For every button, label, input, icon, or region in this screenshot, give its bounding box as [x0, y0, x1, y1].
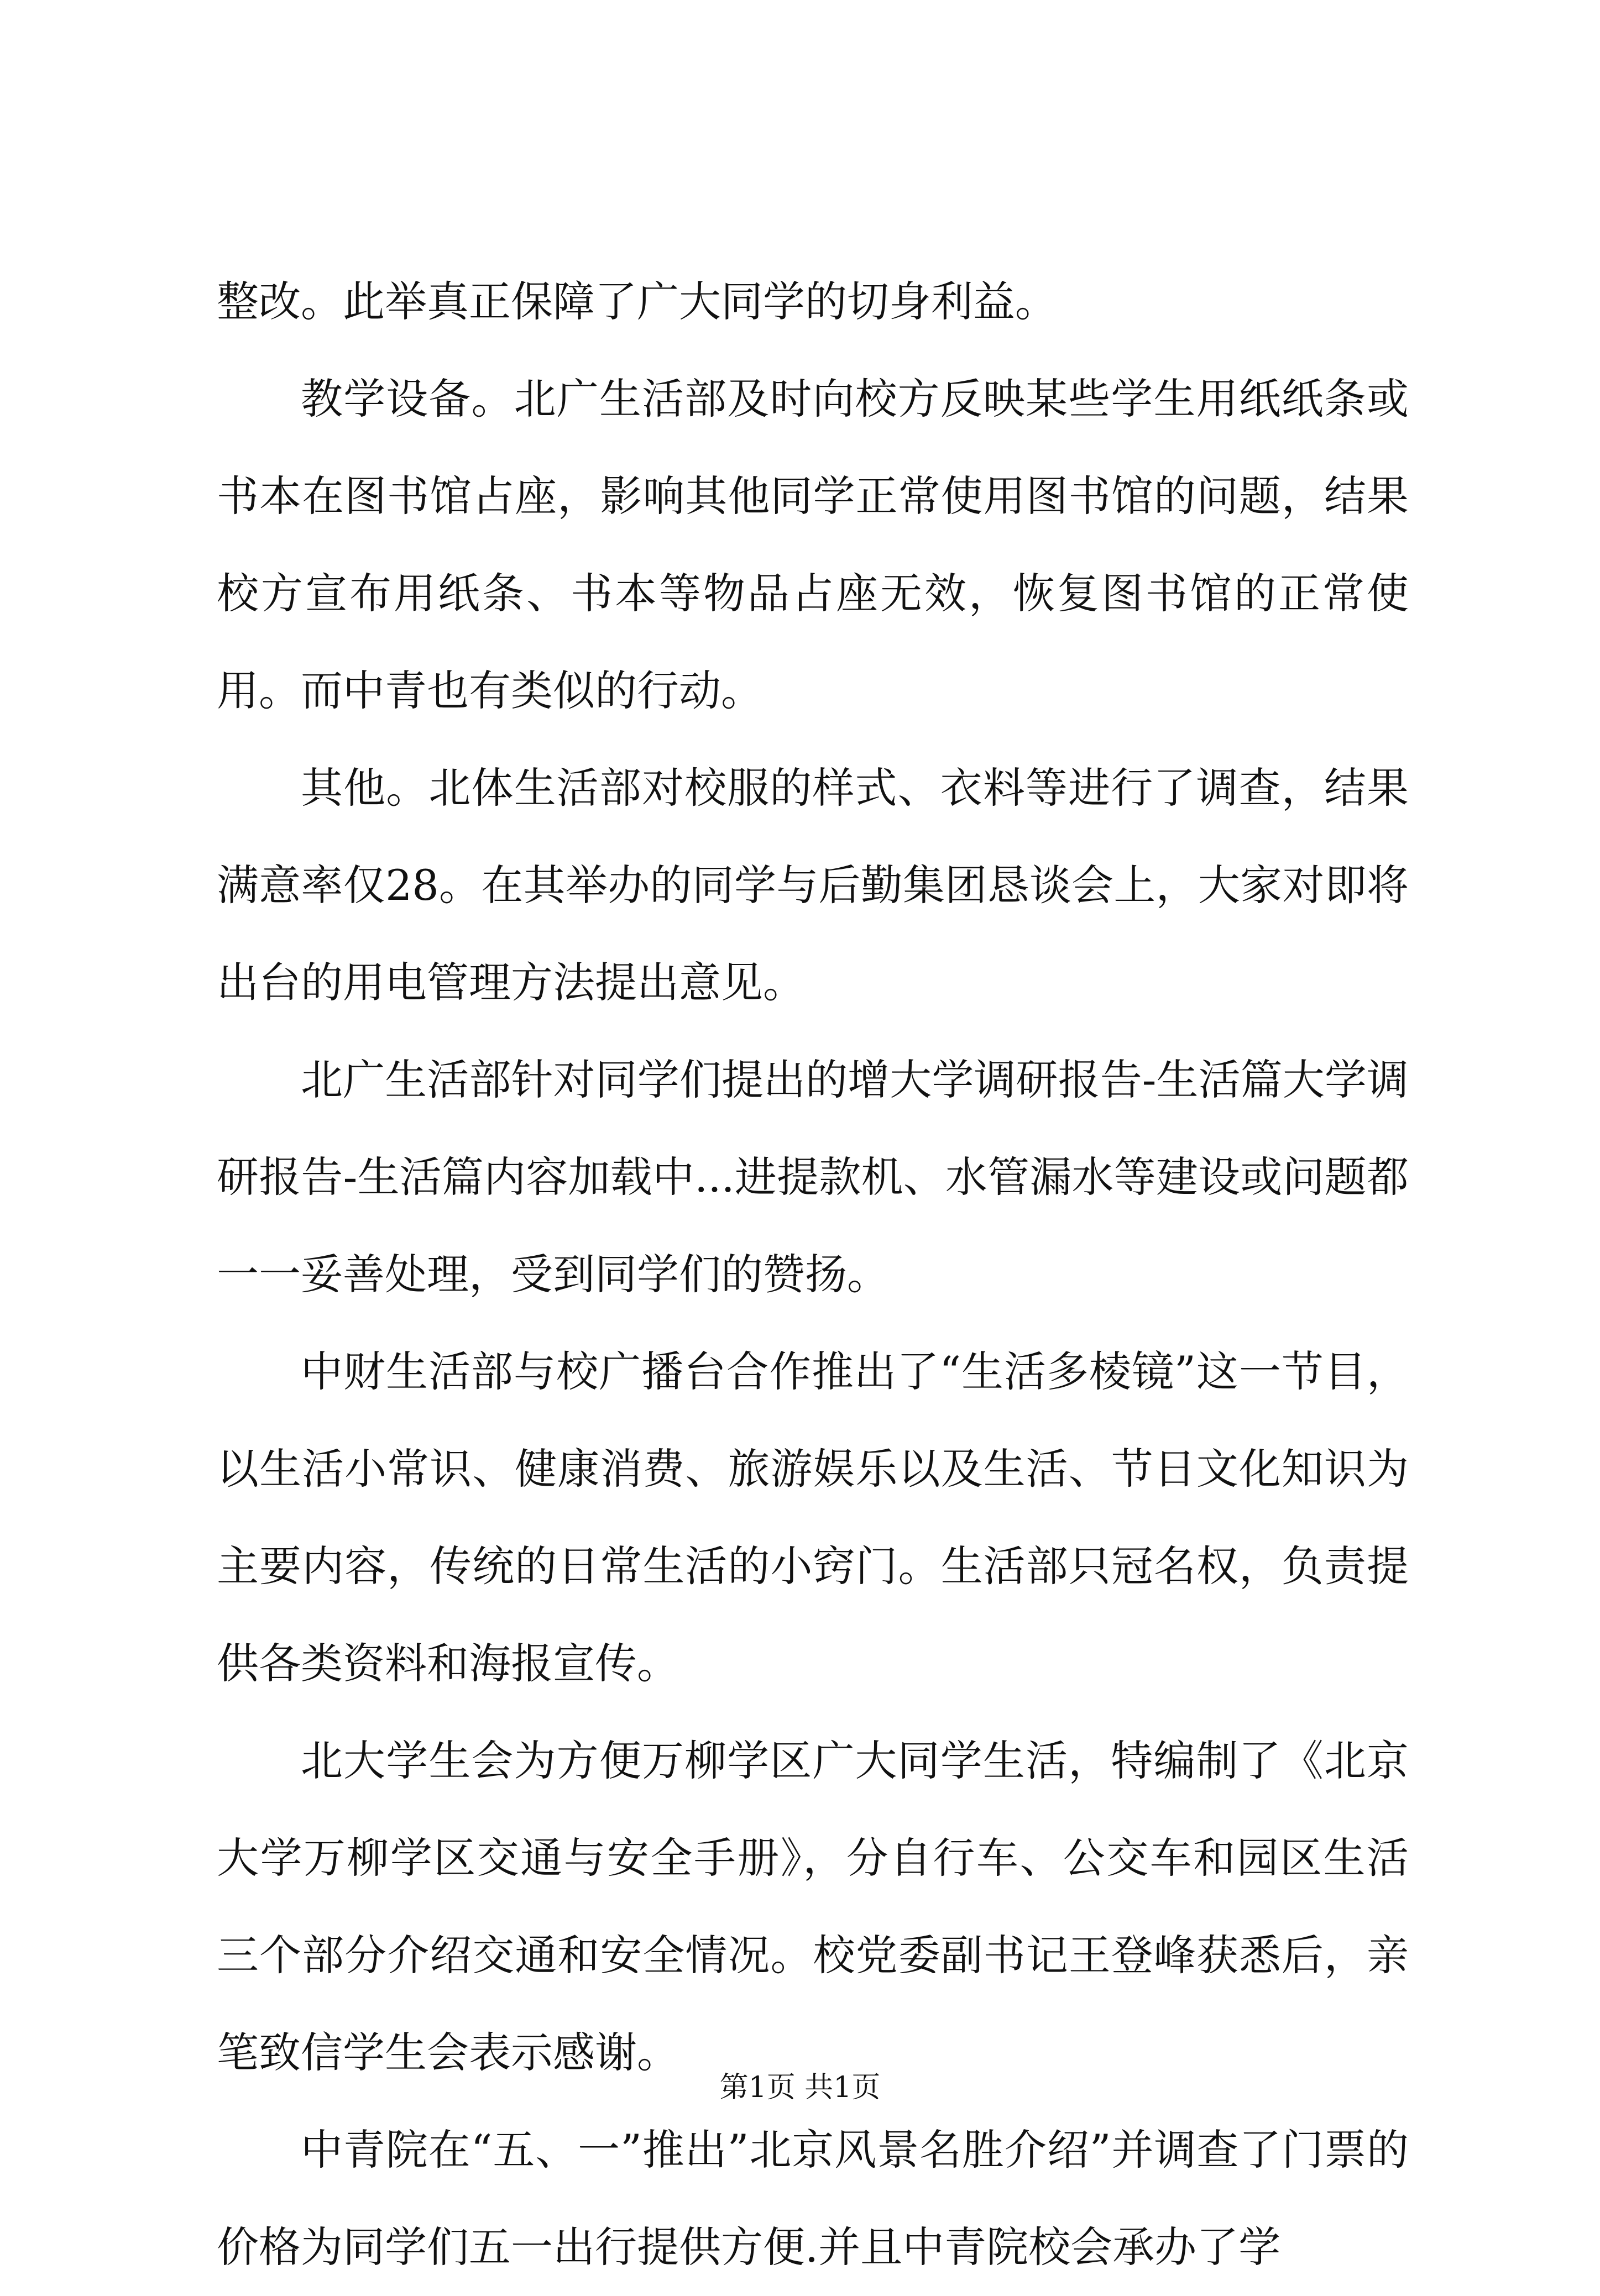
- paragraph-zhongcai: 中财生活部与校广播台合作推出了“生活多棱镜”这一节目，以生活小常识、健康消费、旅游娱乐以及生活、节日文化知识为主要内容，传统的日常生活的小窍门。生活部只冠名权，负责提供各类资料和海报宣传。: [217, 1347, 1409, 1688]
- paragraph-zhongqing: 中青院在“五、一”推出”北京风景名胜介绍”并调查了门票的价格为同学们五一出行提供方便.并且中青院校会承办了学: [217, 2125, 1409, 2272]
- document-body: [217, 253, 1409, 2296]
- paragraph-beida: 北大学生会为方便万柳学区广大同学生活，特编制了《北京大学万柳学区交通与安全手册》，分自行车、公交车和园区生活三个部分介绍交通和安全情况。校党委副书记王登峰获悉后，亲笔致信学生会表示感谢。: [217, 1736, 1409, 2077]
- paragraph-other: 其他。北体生活部对校服的样式、衣料等进行了调查，结果满意率仅28。在其举办的同学与后勤集团恳谈会上，大家对即将出台的用电管理方法提出意见。: [217, 763, 1409, 1007]
- paragraph-teaching-equipment: 教学设备。北广生活部及时向校方反映某些学生用纸纸条或书本在图书馆占座，影响其他同学正常使用图书馆的问题，结果校方宣布用纸条、书本等物品占座无效，恢复图书馆的正常使用。而中青也有类似的行动。: [217, 374, 1409, 715]
- page-footer: 第1页 共1页: [719, 2071, 881, 2104]
- paragraph-beiguang: 北广生活部针对同学们提出的增大学调研报告-生活篇大学调研报告-生活篇内容加载中...进提款机、水管漏水等建设或问题都一一妥善处理，受到同学们的赞扬。: [217, 1055, 1409, 1299]
- paragraph-continuation: 整改。此举真正保障了广大同学的切身利益。: [217, 277, 1057, 326]
